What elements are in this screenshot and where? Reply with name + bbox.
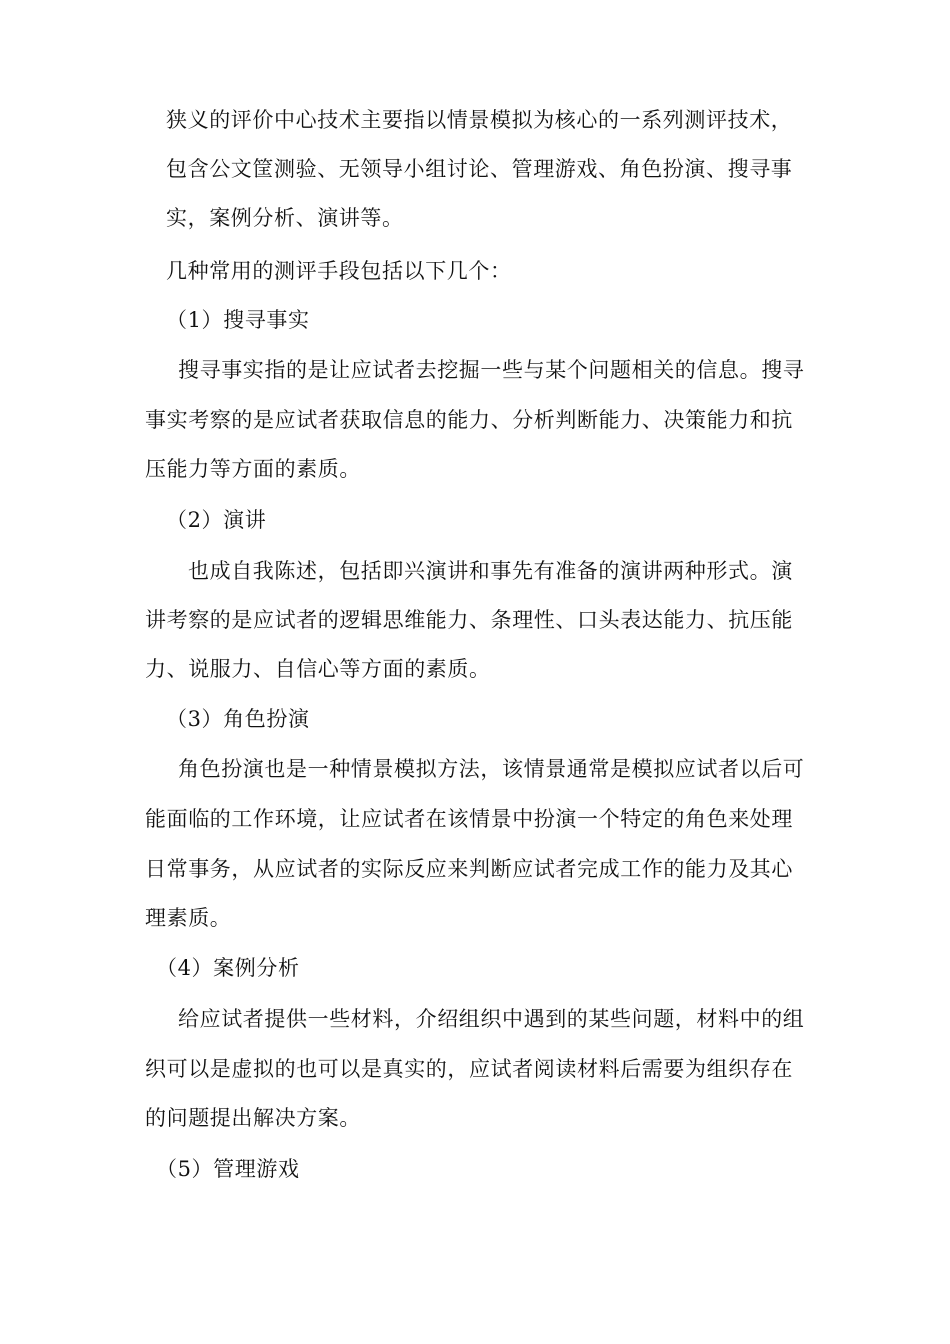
section-3-line-3: 日常事务，从应试者的实际反应来判断应试者完成工作的能力及其心 [145,857,793,881]
intro-line-1: 狭义的评价中心技术主要指以情景模拟为核心的一系列测评技术， [166,108,793,132]
section-4-line-2: 织可以是虚拟的也可以是真实的，应试者阅读材料后需要为组织存在 [145,1057,793,1081]
section-2-line-2: 讲考察的是应试者的逻辑思维能力、条理性、口头表达能力、抗压能 [145,608,793,632]
section-3-line-1: 角色扮演也是一种情景模拟方法，该情景通常是模拟应试者以后可 [178,757,805,781]
section-3-line-4: 理素质。 [145,906,232,930]
section-4-line-3: 的问题提出解决方案。 [145,1106,361,1130]
lead-text: 几种常用的测评手段包括以下几个： [166,259,512,283]
intro-line-2: 包含公文筐测验、无领导小组讨论、管理游戏、角色扮演、搜寻事 [166,157,793,181]
section-1-line-3: 压能力等方面的素质。 [145,457,361,481]
section-heading-4: （4）案例分析 [156,956,300,980]
section-heading-5: （5）管理游戏 [156,1157,300,1181]
section-2-line-1: 也成自我陈述，包括即兴演讲和事先有准备的演讲两种形式。演 [188,559,793,583]
section-1-line-1: 搜寻事实指的是让应试者去挖掘一些与某个问题相关的信息。搜寻 [178,358,805,382]
intro-line-3: 实，案例分析、演讲等。 [166,206,404,230]
section-4-line-1: 给应试者提供一些材料，介绍组织中遇到的某些问题，材料中的组 [178,1007,805,1031]
section-heading-1: （1）搜寻事实 [166,308,310,332]
section-1-line-2: 事实考察的是应试者获取信息的能力、分析判断能力、决策能力和抗 [145,408,793,432]
section-heading-3: （3）角色扮演 [166,707,310,731]
section-3-line-2: 能面临的工作环境，让应试者在该情景中扮演一个特定的角色来处理 [145,807,793,831]
section-2-line-3: 力、说服力、自信心等方面的素质。 [145,657,491,681]
section-heading-2: （2）演讲 [166,508,267,532]
